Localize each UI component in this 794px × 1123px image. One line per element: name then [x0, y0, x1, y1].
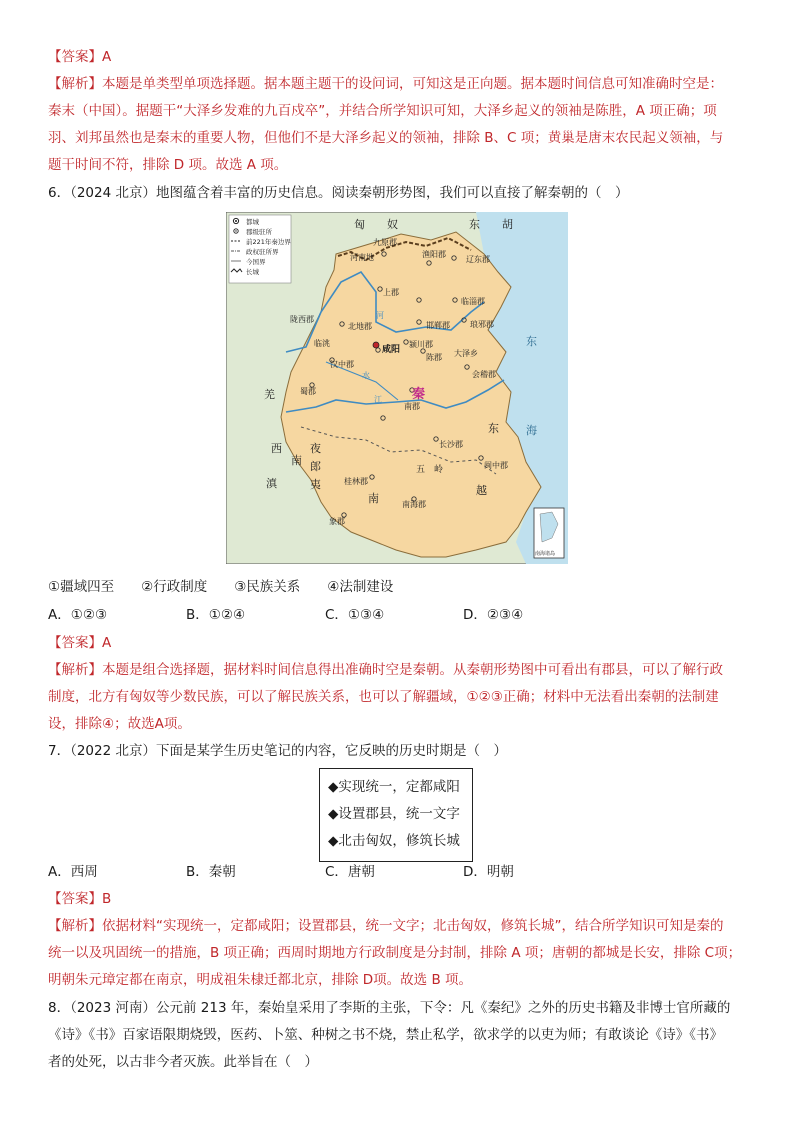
label-river-shui: 水	[362, 371, 370, 380]
label-liaodong: 辽东郡	[466, 255, 490, 264]
legend-capital: 都城	[246, 218, 259, 226]
legend-national-border: 今国界	[246, 258, 266, 266]
label-xiongnu: 匈 奴	[354, 218, 398, 231]
label-linzi: 临淄郡	[461, 297, 485, 306]
legend-regime-boundary: 政权驻所界	[246, 248, 279, 256]
qin-map	[226, 212, 568, 564]
q7-analysis-line: 明朝朱元璋定都在南京，明成祖朱棣迁都北京，排除 D项。故选 B 项。	[48, 972, 473, 988]
label-yi: 夷	[310, 478, 321, 491]
label-xiangjun: 象郡	[329, 517, 345, 526]
q7-stem: 7．（2022 北京）下面是某学生历史笔记的内容，它反映的历史时期是（ ）	[48, 743, 507, 759]
label-qin: 秦	[412, 387, 426, 402]
q5-answer: 【答案】A	[48, 49, 112, 65]
label-jiuyuan: 九原郡	[373, 238, 397, 247]
label-qiang: 羌	[264, 388, 275, 401]
label-nanjun: 南郡	[404, 402, 420, 411]
label-inset: 南海诸岛	[535, 551, 556, 557]
label-east-sea-2: 海	[526, 424, 537, 437]
q7-note: ◆北击匈奴，修筑长城	[328, 833, 460, 849]
legend-border: 前221年秦边界	[246, 238, 291, 246]
label-longxi: 陇西郡	[290, 315, 314, 324]
label-handan: 邯郸郡	[426, 321, 450, 330]
label-east-sea: 东	[526, 335, 537, 348]
q6-stem: 6．（2024 北京）地图蕴含着丰富的历史信息。阅读秦朝形势图，我们可以直接了解秦朝的（ ）	[48, 185, 629, 201]
q7-answer: 【答案】B	[48, 891, 112, 907]
q7-note: ◆实现统一，定都咸阳	[328, 779, 460, 795]
label-xi: 西	[271, 442, 282, 455]
label-river-he: 河	[376, 311, 384, 320]
label-wuling: 五 岭	[416, 465, 444, 475]
label-dian: 滇	[266, 477, 277, 490]
label-ye: 夜	[310, 442, 321, 455]
label-changsha: 长沙郡	[439, 440, 463, 449]
label-lintao: 临洮	[314, 339, 330, 348]
q5-analysis-line: 秦末（中国）。据题干“大泽乡发难的九百戍卒”，并结合所学知识可知，大泽乡起义的领袖是陈胜，A 项正确；项	[48, 103, 717, 119]
q5-analysis-line: 【解析】本题是单类型单项选择题。据本题主题干的设问词，可知这是正向题。据本题时间信息可知准确时空是：	[48, 76, 723, 92]
label-henan: 河南地	[350, 253, 374, 262]
q6-option-c: C．①③④	[325, 607, 385, 623]
label-guilin: 桂林郡	[344, 477, 368, 486]
q7-analysis-line: 【解析】依据材料“实现统一，定都咸阳；设置郡县，统一文字；北击匈奴，修筑长城”，结合所学知识可知是秦的	[48, 918, 724, 934]
label-nanhai: 南海郡	[402, 500, 426, 509]
label-shangjun: 上郡	[383, 288, 399, 297]
q5-analysis-line: 题干时间不符，排除 D 项。故选 A 项。	[48, 157, 288, 173]
q7-note: ◆设置郡县，统一文字	[328, 806, 460, 822]
label-dong: 东	[488, 422, 499, 435]
q8-stem-line: 8．（2023 河南）公元前 213 年，秦始皇采用了李斯的主张，下令：凡《秦纪》之外的历史书籍及非博士官所藏的	[48, 1000, 731, 1016]
label-yue: 越	[476, 484, 487, 497]
label-hanzhong: 汉中郡	[330, 360, 354, 369]
label-xianyang: 咸阳	[382, 345, 401, 355]
q7-option-b: B．秦朝	[186, 864, 236, 880]
label-yuyang: 渔阳郡	[422, 250, 446, 259]
label-donghu: 东 胡	[469, 218, 513, 231]
q8-stem-line: 《诗》《书》百家语限期烧毁，医药、卜筮、种树之书不烧，禁止私学，欲求学的以吏为师；有敢谈论《诗》《书》	[48, 1027, 723, 1043]
q6-option-d: D．②③④	[463, 607, 524, 623]
q6-option-b: B．①②④	[186, 607, 246, 623]
label-beidi: 北地郡	[348, 322, 372, 331]
q8-stem-line: 者的处死，以古非今者灭族。此举旨在（ ）	[48, 1054, 318, 1070]
q6-statements: ①疆域四至 ②行政制度 ③民族关系 ④法制建设	[48, 579, 394, 595]
label-langya: 琅邪郡	[470, 320, 494, 329]
label-minzhong: 闽中郡	[484, 461, 508, 470]
q5-analysis-line: 羽、刘邦虽然也是秦末的重要人物，但他们不是大泽乡起义的领袖，排除 B、C 项；黄巢是唐末农民起义领袖，与	[48, 130, 724, 146]
legend-great-wall: 长城	[246, 268, 259, 276]
label-river-jiang: 江	[374, 395, 382, 404]
q6-answer: 【答案】A	[48, 635, 112, 651]
q7-option-d: D．明朝	[463, 864, 514, 880]
label-lang: 郎	[310, 460, 321, 473]
label-chenjun: 陈郡	[426, 353, 442, 362]
label-shujun: 蜀郡	[300, 387, 316, 396]
q7-notes-box	[319, 768, 473, 862]
q6-option-a: A．①②③	[48, 607, 108, 623]
q7-option-a: A．西周	[48, 864, 98, 880]
q6-analysis-line: 【解析】本题是组合选择题，据材料时间信息得出准确时空是秦朝。从秦朝形势图中可看出有郡县，可以了解行政	[48, 662, 723, 678]
label-yingchuan: 颍川郡	[409, 340, 433, 349]
label-nan: 南	[291, 454, 302, 467]
q7-option-c: C．唐朝	[325, 864, 375, 880]
label-nan2: 南	[368, 492, 379, 505]
q6-analysis-line: 设，排除④；故选A项。	[48, 716, 191, 732]
label-dazexiang: 大泽乡	[454, 349, 478, 358]
label-kuaiji: 会稽郡	[472, 370, 496, 379]
q7-analysis-line: 统一以及巩固统一的措施，B 项正确；西周时期地方行政制度是分封制，排除 A 项；唐朝的都城是长安，排除 C项；	[48, 945, 742, 961]
q6-analysis-line: 制度，北方有匈奴等少数民族，可以了解民族关系，也可以了解疆域，①②③正确；材料中无法看出秦朝的法制建	[48, 689, 719, 705]
legend-commandery: 郡级驻所	[246, 228, 272, 236]
